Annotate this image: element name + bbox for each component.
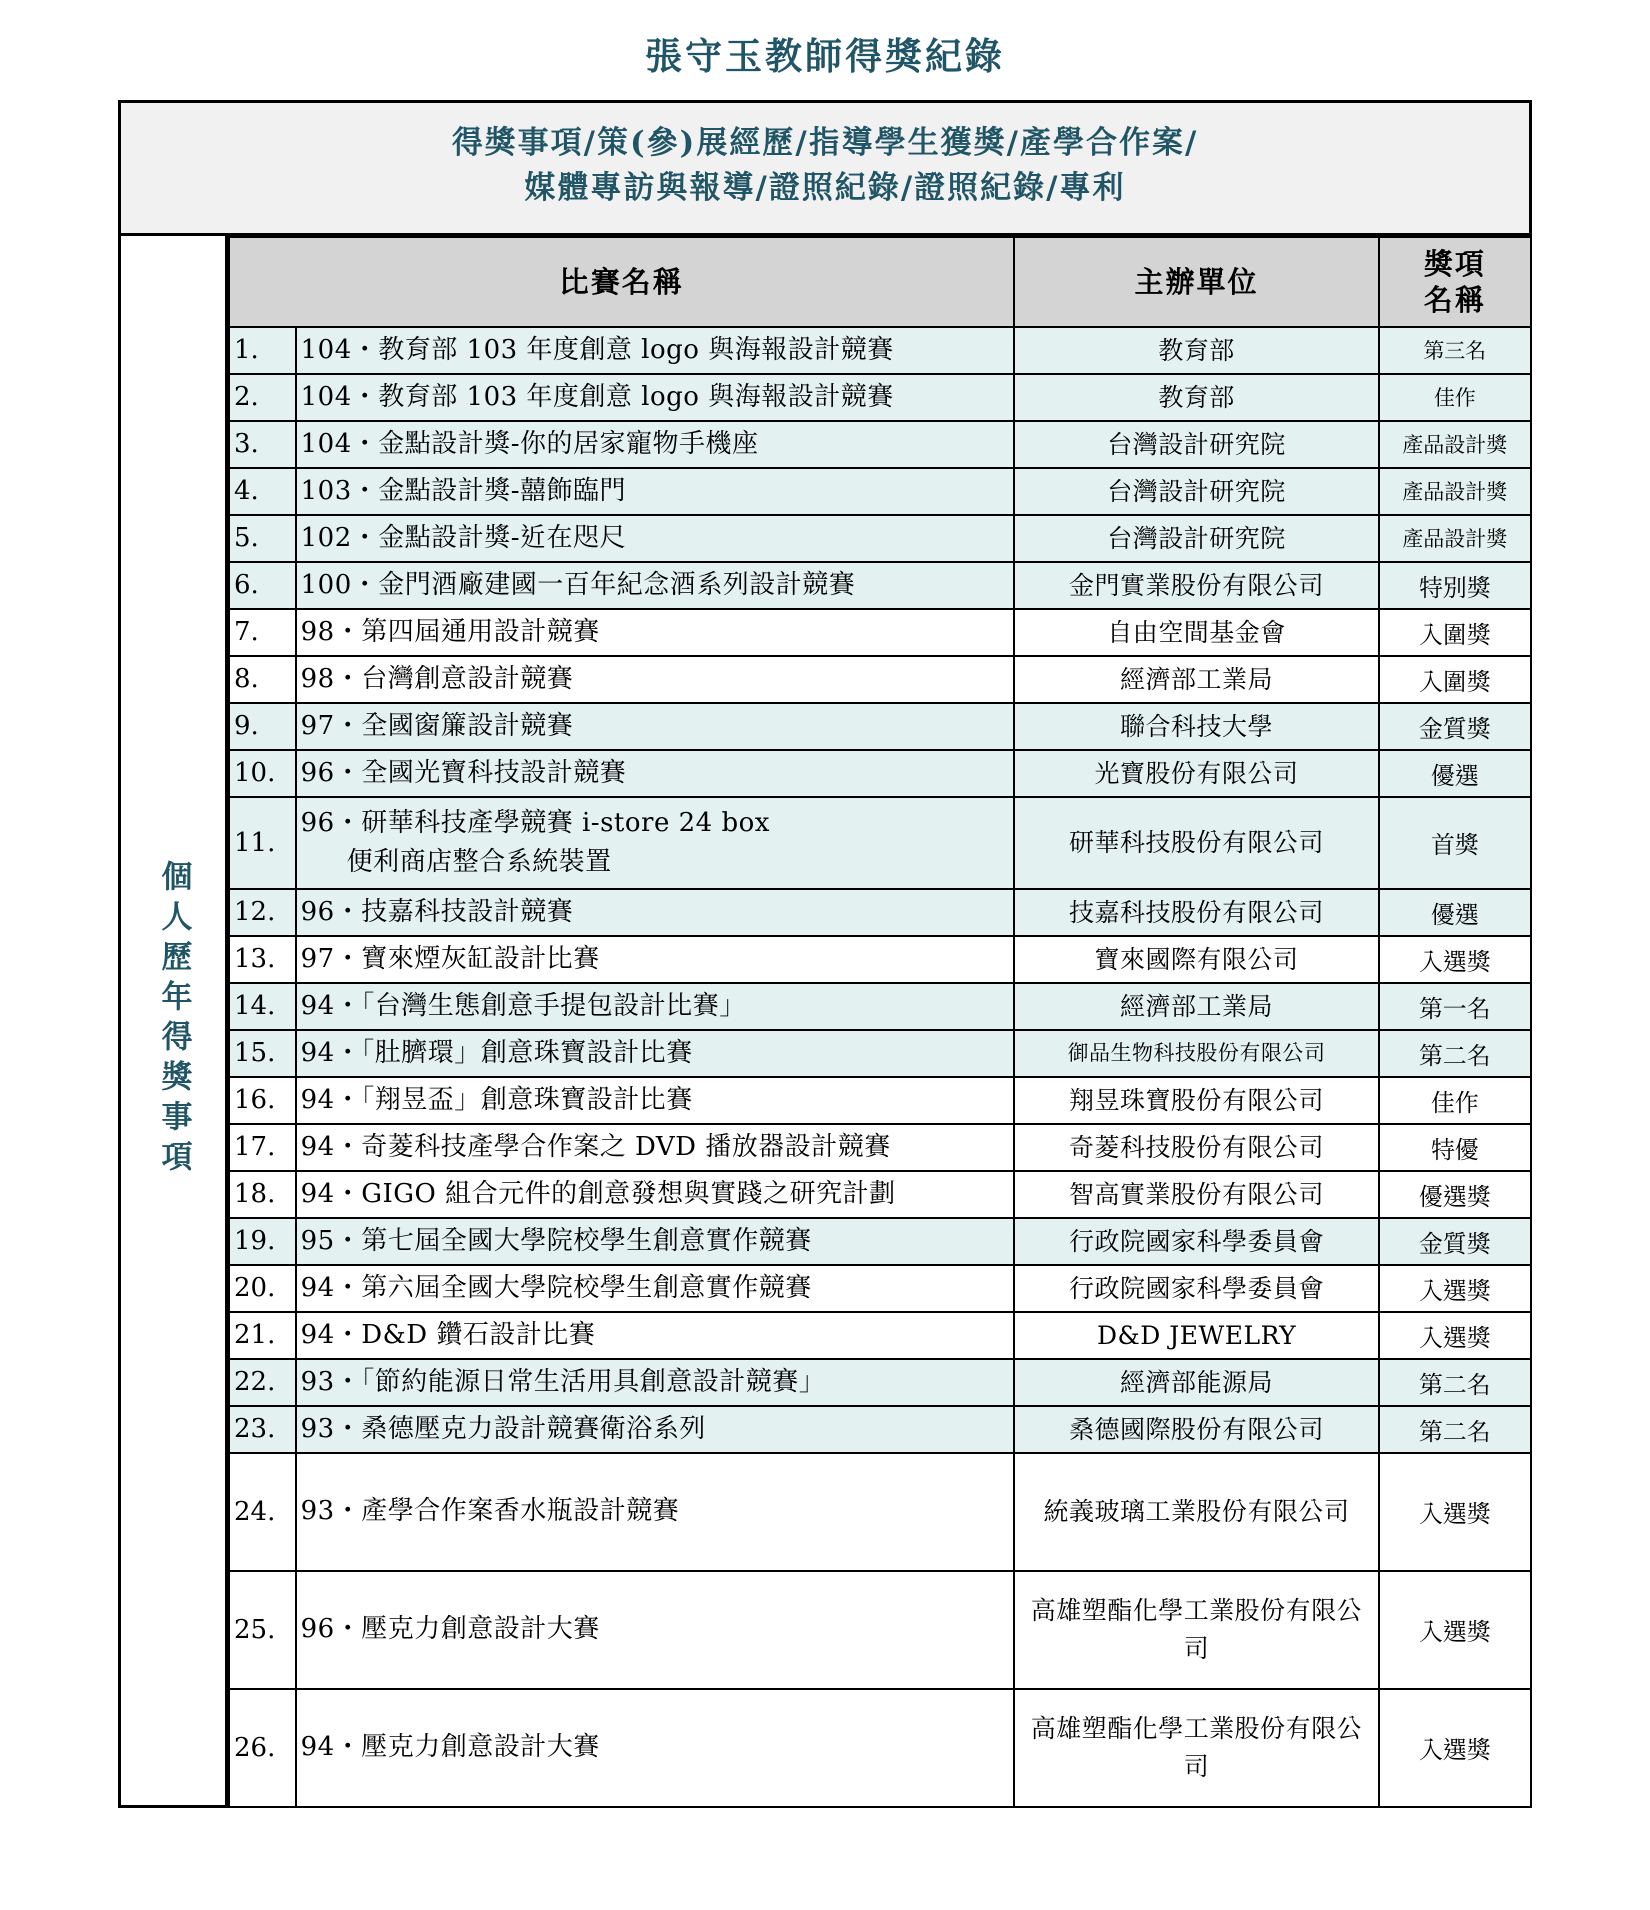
organizer-cell: 台灣設計研究院 — [1014, 421, 1378, 468]
row-index-cell: 10. — [229, 750, 296, 797]
organizer-cell: 自由空間基金會 — [1014, 609, 1378, 656]
organizer-cell: 光寶股份有限公司 — [1014, 750, 1378, 797]
competition-name-cell: 94・「台灣生態創意手提包設計比賽」 — [296, 983, 1015, 1030]
award-name-cell: 金質獎 — [1379, 1218, 1531, 1265]
organizer-cell: 御品生物科技股份有限公司 — [1014, 1030, 1378, 1077]
competition-name-cell: 93・桑德壓克力設計競賽衛浴系列 — [296, 1406, 1015, 1453]
award-name-cell: 第三名 — [1379, 327, 1531, 374]
organizer-cell: 行政院國家科學委員會 — [1014, 1265, 1378, 1312]
table-row — [229, 703, 1531, 750]
row-index-cell: 18. — [229, 1171, 296, 1218]
row-index-cell: 19. — [229, 1218, 296, 1265]
award-name-cell: 入選獎 — [1379, 1265, 1531, 1312]
organizer-cell: 研華科技股份有限公司 — [1014, 797, 1378, 889]
table-row — [229, 983, 1531, 1030]
competition-name-cell: 98・台灣創意設計競賽 — [296, 656, 1015, 703]
award-name-cell: 優選 — [1379, 750, 1531, 797]
table-row — [229, 797, 1531, 889]
competition-name-line1: 96・研華科技產學競賽 i-store 24 box — [300, 807, 770, 838]
row-index-cell: 3. — [229, 421, 296, 468]
competition-name-cell: 100・金門酒廠建國一百年紀念酒系列設計競賽 — [296, 562, 1015, 609]
row-index-cell: 12. — [229, 889, 296, 936]
competition-name-cell: 104・教育部 103 年度創意 logo 與海報設計競賽 — [296, 327, 1015, 374]
row-index-cell: 13. — [229, 936, 296, 983]
section-side-label — [118, 236, 228, 1808]
competition-name-cell: 98・第四屆通用設計競賽 — [296, 609, 1015, 656]
competition-name-cell: 104・教育部 103 年度創意 logo 與海報設計競賽 — [296, 374, 1015, 421]
row-index-cell: 17. — [229, 1124, 296, 1171]
award-name-cell: 產品設計獎 — [1379, 421, 1531, 468]
competition-name-cell: 96・技嘉科技設計競賽 — [296, 889, 1015, 936]
award-name-cell: 入選獎 — [1379, 1312, 1531, 1359]
award-name-cell: 入圍獎 — [1379, 656, 1531, 703]
row-index-cell: 21. — [229, 1312, 296, 1359]
competition-name-cell: 93・「節約能源日常生活用具創意設計競賽」 — [296, 1359, 1015, 1406]
award-name-cell: 第二名 — [1379, 1359, 1531, 1406]
row-index-cell: 26. — [229, 1689, 296, 1807]
table-row — [229, 1077, 1531, 1124]
competition-name-cell: 96・壓克力創意設計大賽 — [296, 1571, 1015, 1689]
table-body — [229, 327, 1531, 1807]
organizer-cell: 高雄塑酯化學工業股份有限公司 — [1014, 1689, 1378, 1807]
table-header — [229, 237, 1531, 327]
competition-name-cell: 94・「肚臍環」創意珠寶設計比賽 — [296, 1030, 1015, 1077]
row-index-cell: 4. — [229, 468, 296, 515]
organizer-cell: 翔昱珠寶股份有限公司 — [1014, 1077, 1378, 1124]
table-row — [229, 656, 1531, 703]
table-row — [229, 1030, 1531, 1077]
row-index-cell: 1. — [229, 327, 296, 374]
award-name-cell: 第一名 — [1379, 983, 1531, 1030]
organizer-cell: 行政院國家科學委員會 — [1014, 1218, 1378, 1265]
page-title: 張守玉教師得獎紀錄 — [645, 34, 1005, 78]
row-index-cell: 9. — [229, 703, 296, 750]
award-name-cell: 優選獎 — [1379, 1171, 1531, 1218]
award-name-cell: 產品設計獎 — [1379, 515, 1531, 562]
column-header-competition: 比賽名稱 — [229, 237, 1014, 327]
award-name-cell: 優選 — [1379, 889, 1531, 936]
competition-name-cell: 94・奇菱科技產學合作案之 DVD 播放器設計競賽 — [296, 1124, 1015, 1171]
competition-name-cell: 94・D&D 鑽石設計比賽 — [296, 1312, 1015, 1359]
table-row — [229, 468, 1531, 515]
organizer-cell: 金門實業股份有限公司 — [1014, 562, 1378, 609]
competition-name-cell: 102・金點設計獎-近在咫尺 — [296, 515, 1015, 562]
table-row — [229, 1124, 1531, 1171]
competition-name-cell: 94・「翔昱盃」創意珠寶設計比賽 — [296, 1077, 1015, 1124]
competition-name-cell: 96・全國光寶科技設計競賽 — [296, 750, 1015, 797]
award-name-cell: 佳作 — [1379, 1077, 1531, 1124]
organizer-cell: 台灣設計研究院 — [1014, 515, 1378, 562]
row-index-cell: 2. — [229, 374, 296, 421]
banner-line-2: 媒體專訪與報導/證照紀錄/證照紀錄/專利 — [524, 169, 1126, 206]
competition-name-cell: 94・GIGO 組合元件的創意發想與實踐之研究計劃 — [296, 1171, 1015, 1218]
organizer-cell: 經濟部工業局 — [1014, 983, 1378, 1030]
award-name-cell: 第二名 — [1379, 1030, 1531, 1077]
table-row — [229, 1218, 1531, 1265]
organizer-cell: 教育部 — [1014, 327, 1378, 374]
row-index-cell: 22. — [229, 1359, 296, 1406]
table-row — [229, 327, 1531, 374]
organizer-cell: 技嘉科技股份有限公司 — [1014, 889, 1378, 936]
column-header-award — [1379, 237, 1531, 327]
banner-line-1: 得獎事項/策(參)展經歷/指導學生獲獎/產學合作案/ — [451, 125, 1199, 161]
side-label-text: 個人歷年得獎事項 — [155, 860, 192, 1181]
organizer-cell: 經濟部工業局 — [1014, 656, 1378, 703]
table-row — [229, 562, 1531, 609]
competition-name-cell: 94・第六屆全國大學院校學生創意實作競賽 — [296, 1265, 1015, 1312]
award-name-cell: 入選獎 — [1379, 936, 1531, 983]
table-row — [229, 374, 1531, 421]
organizer-cell: 統義玻璃工業股份有限公司 — [1014, 1453, 1378, 1571]
table-row — [229, 1359, 1531, 1406]
organizer-cell: 經濟部能源局 — [1014, 1359, 1378, 1406]
row-index-cell: 16. — [229, 1077, 296, 1124]
column-header-award-line2: 名稱 — [1423, 282, 1486, 317]
awards-table-holder — [228, 236, 1532, 1808]
table-row — [229, 609, 1531, 656]
row-index-cell: 20. — [229, 1265, 296, 1312]
table-row — [229, 750, 1531, 797]
competition-name-cell: 104・金點設計獎-你的居家寵物手機座 — [296, 421, 1015, 468]
table-row — [229, 421, 1531, 468]
row-index-cell: 11. — [229, 797, 296, 889]
organizer-cell: 桑德國際股份有限公司 — [1014, 1406, 1378, 1453]
row-index-cell: 6. — [229, 562, 296, 609]
section-banner — [118, 100, 1532, 236]
award-name-cell: 入選獎 — [1379, 1571, 1531, 1689]
table-row — [229, 1571, 1531, 1689]
column-header-award-line1: 獎項 — [1423, 246, 1486, 281]
competition-name-cell: 94・壓克力創意設計大賽 — [296, 1689, 1015, 1807]
competition-name-cell: 97・全國窗簾設計競賽 — [296, 703, 1015, 750]
competition-name-line2: 便利商店整合系統裝置 — [346, 846, 612, 877]
table-row — [229, 1406, 1531, 1453]
banner-text — [121, 103, 1529, 233]
competition-name-cell: 93・產學合作案香水瓶設計競賽 — [296, 1453, 1015, 1571]
organizer-cell: 教育部 — [1014, 374, 1378, 421]
table-row — [229, 515, 1531, 562]
row-index-cell: 25. — [229, 1571, 296, 1689]
table-row — [229, 936, 1531, 983]
table-row — [229, 1171, 1531, 1218]
award-name-cell: 首獎 — [1379, 797, 1531, 889]
organizer-cell: 聯合科技大學 — [1014, 703, 1378, 750]
award-name-cell: 產品設計獎 — [1379, 468, 1531, 515]
table-row — [229, 889, 1531, 936]
award-name-cell: 入選獎 — [1379, 1689, 1531, 1807]
organizer-cell: D&D JEWELRY — [1014, 1312, 1378, 1359]
table-row — [229, 1689, 1531, 1807]
table-header-row — [229, 237, 1531, 327]
row-index-cell: 5. — [229, 515, 296, 562]
awards-table-region — [118, 236, 1532, 1808]
organizer-cell: 高雄塑酯化學工業股份有限公司 — [1014, 1571, 1378, 1689]
table-row — [229, 1312, 1531, 1359]
row-index-cell: 14. — [229, 983, 296, 1030]
row-index-cell: 8. — [229, 656, 296, 703]
competition-name-cell: 97・寶來煙灰缸設計比賽 — [296, 936, 1015, 983]
organizer-cell: 台灣設計研究院 — [1014, 468, 1378, 515]
award-name-cell: 特別獎 — [1379, 562, 1531, 609]
organizer-cell: 智高實業股份有限公司 — [1014, 1171, 1378, 1218]
organizer-cell: 寶來國際有限公司 — [1014, 936, 1378, 983]
competition-name-cell — [296, 797, 1015, 889]
award-name-cell: 第二名 — [1379, 1406, 1531, 1453]
row-index-cell: 23. — [229, 1406, 296, 1453]
awards-table — [228, 236, 1532, 1808]
table-row — [229, 1453, 1531, 1571]
award-name-cell: 特優 — [1379, 1124, 1531, 1171]
column-header-organizer: 主辦單位 — [1014, 237, 1378, 327]
award-name-cell: 佳作 — [1379, 374, 1531, 421]
competition-name-cell: 95・第七屆全國大學院校學生創意實作競賽 — [296, 1218, 1015, 1265]
award-name-cell: 金質獎 — [1379, 703, 1531, 750]
row-index-cell: 15. — [229, 1030, 296, 1077]
row-index-cell: 7. — [229, 609, 296, 656]
organizer-cell: 奇菱科技股份有限公司 — [1014, 1124, 1378, 1171]
row-index-cell: 24. — [229, 1453, 296, 1571]
award-name-cell: 入圍獎 — [1379, 609, 1531, 656]
award-name-cell: 入選獎 — [1379, 1453, 1531, 1571]
competition-name-cell: 103・金點設計獎-囍飾臨門 — [296, 468, 1015, 515]
table-row — [229, 1265, 1531, 1312]
